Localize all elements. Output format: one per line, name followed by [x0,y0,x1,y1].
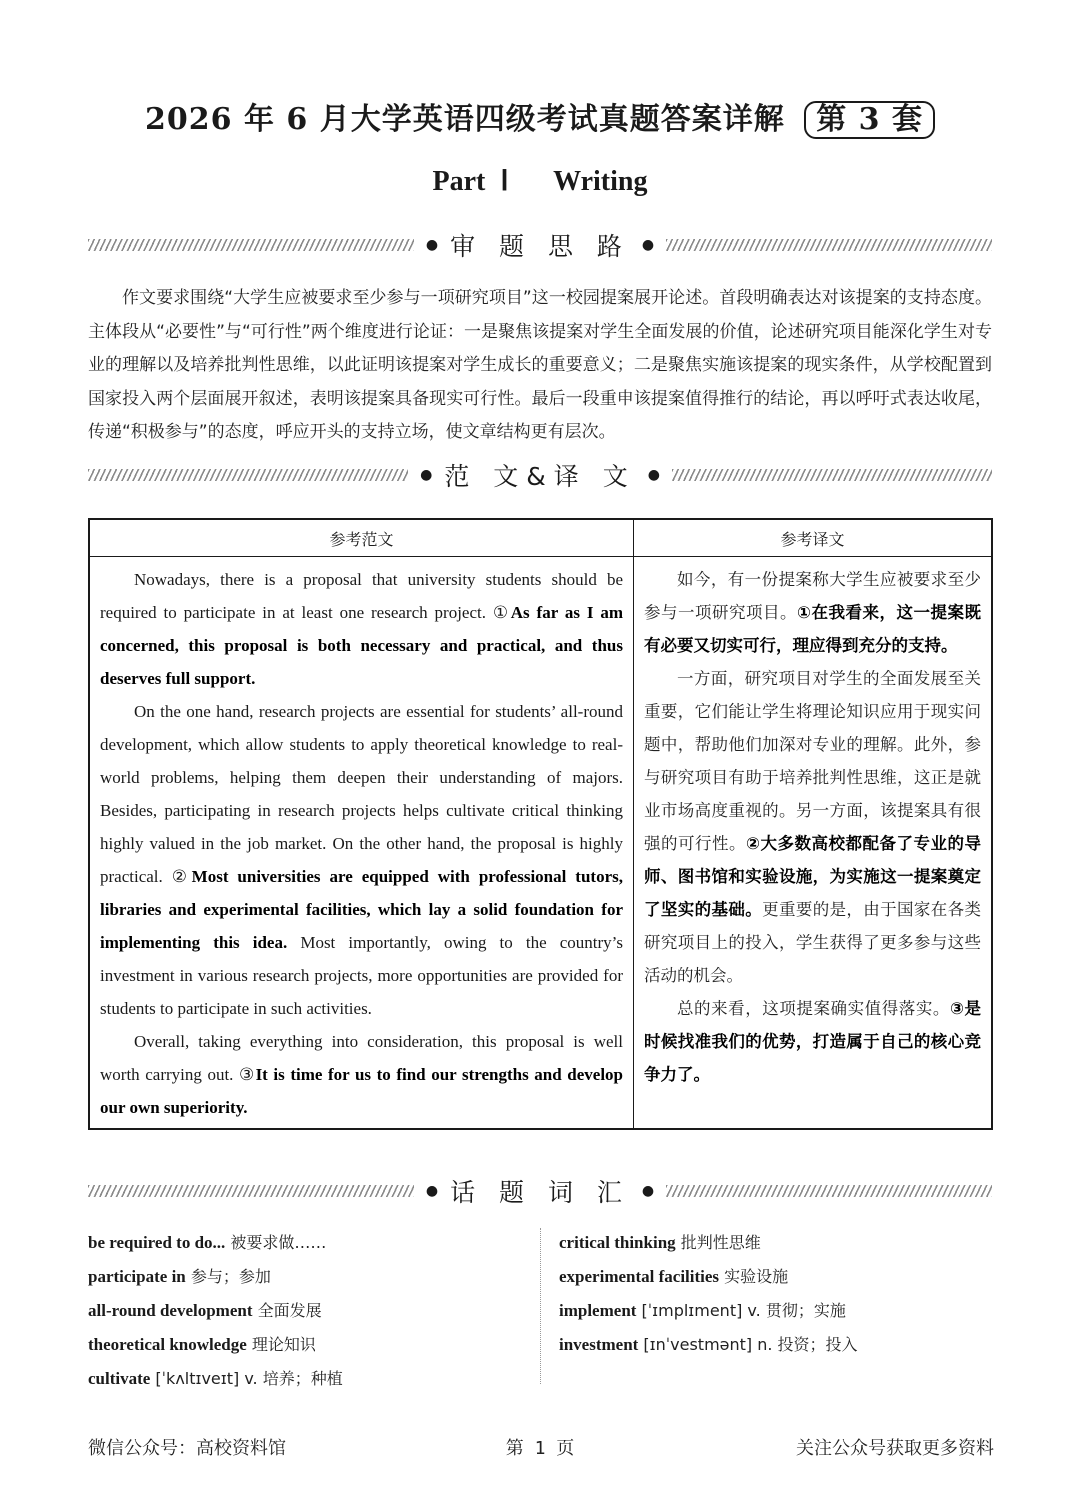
vocab-list-right [559,1226,858,1362]
vocab-divider [540,1228,541,1384]
hatch-decoration [88,239,414,251]
vocab-item: participate in 参与；参加 [88,1267,271,1286]
essay-table [88,518,993,1130]
bullet-icon: ● [425,237,439,253]
section-title: 话 题 词 汇 [450,1178,630,1207]
section-header-sample [88,460,992,490]
vocab-item: implement [ˈɪmplɪment] v. 贯彻；实施 [559,1301,846,1320]
bullet-icon: ● [425,1183,439,1199]
page-title [0,94,1080,139]
hatch-decoration [672,469,992,481]
hatch-decoration [88,469,408,481]
title-text: 2026 年 6 月大学英语四级考试真题答案详解 [145,102,785,137]
vocab-item: be required to do... 被要求做…… [88,1233,327,1252]
vocab-item: critical thinking 批判性思维 [559,1233,761,1252]
section-title: 审 题 思 路 [450,232,630,261]
footer-right: 关注公众号获取更多资料 [796,1438,994,1459]
set-badge: 第 3 套 [804,101,935,139]
section-header-analysis [88,230,992,260]
section-header-vocab [88,1176,992,1206]
vocab-list-left [88,1226,343,1396]
english-essay-cell [89,557,634,1130]
hatch-decoration [88,1185,414,1197]
essay-paragraph: Overall, taking everything into consideration, this proposal is well worth carrying out. ③It is time for us to find our strengths and develop our own superiority. [100,1032,624,1117]
translation-paragraph: 一方面，研究项目对学生的全面发展至关重要，它们能让学生将理论知识应用于现实问题中，帮助他们加深对专业的理解。此外，参与研究项目有助于培养批判性思维，这正是就业市场高度重视的。另一方面，该提案具有很强的可行性。②大多数高校都配备了专业的导师、图书馆和实验设施，为实施这一提案奠定了坚实的基础。更重要的是，由于国家在各类研究项目上的投入，学生获得了更多参与这些活动的机会。 [644,669,982,985]
vocab-item: investment [ɪnˈvestmənt] n. 投资；投入 [559,1335,858,1354]
translation-paragraph: 总的来看，这项提案确实值得落实。③是时候找准我们的优势，打造属于自己的核心竞争力了。 [644,999,981,1084]
vocab-item: experimental facilities 实验设施 [559,1267,789,1286]
analysis-paragraph: 作文要求围绕“大学生应被要求至少参与一项研究项目”这一校园提案展开论述。首段明确表达对该提案的支持态度。主体段从“必要性”与“可行性”两个维度进行论证：一是聚焦该提案对学生全面发展的价值，论述研究项目能深化学生对专业的理解以及培养批判性思维，以此证明该提案对学生成长的重要意义；二是聚焦实施该提案的现实条件，从学校配置到国家投入两个层面展开叙述，表明该提案具备现实可行性。最后一段重申该提案值得推行的结论，再以呼吁式表达收尾，传递“积极参与”的态度，呼应开头的支持立场，使文章结构更有层次。 [88,288,992,442]
bullet-icon: ● [641,237,655,253]
hatch-decoration [666,239,992,251]
page-number: 第 1 页 [505,1438,575,1459]
column-header-english: 参考范文 [89,519,634,557]
vocab-item: cultivate [ˈkʌltɪveɪt] v. 培养；种植 [88,1369,343,1388]
section-title: 范 文&译 文 [444,462,636,491]
bullet-icon: ● [641,1183,655,1199]
part-heading: Part Ⅰ Writing [432,166,648,197]
essay-paragraph: Nowadays, there is a proposal that university students should be required to participate in at least one research project. ①As far as I am concerned, this proposal is both necessary and practical, and thus deserves full support. [100,570,623,688]
vocab-item: theoretical knowledge 理论知识 [88,1335,316,1354]
chinese-translation-cell [634,557,993,1130]
translation-paragraph: 如今，有一份提案称大学生应被要求至少参与一项研究项目。①在我看来，这一提案既有必要又切实可行，理应得到充分的支持。 [644,570,981,655]
column-header-chinese: 参考译文 [634,519,993,557]
hatch-decoration [666,1185,992,1197]
bullet-icon: ● [647,467,660,483]
vocab-item: all-round development 全面发展 [88,1301,322,1320]
bullet-icon: ● [420,467,433,483]
essay-paragraph: On the one hand, research projects are essential for students’ all-round development, which allow students to apply theoretical knowledge to real-world problems, helping them deepen their understanding of majors. Besides, participating in research projects helps cultivate critical thinking highly valued in the job market. On the other hand, the proposal is highly practical. ②Most universities are equipped with professional tutors, libraries and experimental facilities, which lay a solid foundation for implementing this idea. Most importantly, owing to the country’s investment in various research projects, more opportunities are provided for students to participate in such activities. [100,702,623,1018]
footer-left: 微信公众号：高校资料馆 [88,1438,286,1459]
